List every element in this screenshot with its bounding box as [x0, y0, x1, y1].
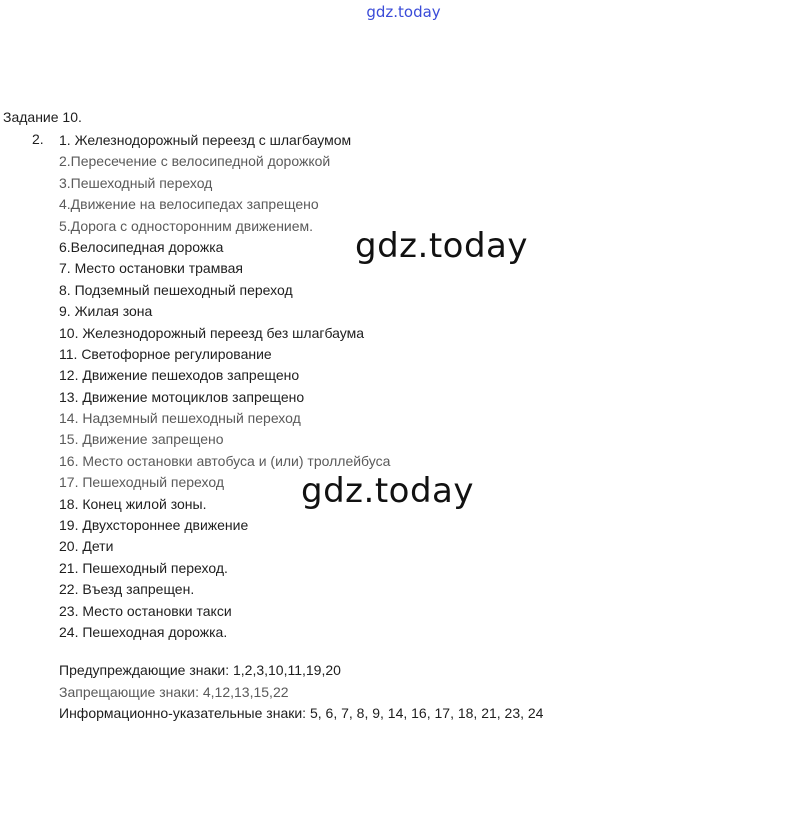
list-item: 7. Место остановки трамвая: [59, 260, 243, 277]
list-item: 19. Двухстороннее движение: [59, 517, 249, 534]
list-item: 1. Железнодорожный переезд с шлагбаумом: [59, 132, 352, 148]
list-item: 15. Движение запрещено: [59, 431, 224, 448]
list-item: 13. Движение мотоциклов запрещено: [59, 388, 305, 405]
list-item: 21. Пешеходный переход.: [59, 559, 228, 576]
list-item: 4.Движение на велосипедах запрещено: [59, 196, 319, 213]
watermark-middle: gdz.today: [355, 226, 528, 266]
watermark-top: gdz.today: [366, 3, 441, 21]
list-item: 9. Жилая зона: [59, 303, 153, 320]
list-item: 14. Надземный пешеходный переход: [59, 410, 301, 427]
list-item: 2.Пересечение с велосипедной дорожкой: [59, 153, 331, 170]
list-item: 23. Место остановки такси: [59, 602, 232, 619]
item-number: 2.: [32, 131, 44, 147]
list-item: 5.Дорога с односторонним движением.: [59, 217, 314, 234]
summary-prohibitory-signs: Запрещающие знаки: 4,12,13,15,22: [59, 683, 289, 700]
summary-warning-signs: Предупреждающие знаки: 1,2,3,10,11,19,20: [59, 662, 341, 678]
list-item: 10. Железнодорожный переезд без шлагбаума: [59, 324, 365, 341]
list-item: 20. Дети: [59, 538, 114, 555]
list-item: 3.Пешеходный переход: [59, 174, 213, 191]
list-item: 16. Место остановки автобуса и (или) троллейбуса: [59, 452, 391, 469]
sign-list: [59, 131, 390, 644]
watermark-lower: gdz.today: [301, 471, 474, 511]
summary-block: [59, 661, 543, 726]
list-item: 22. Въезд запрещен.: [59, 581, 195, 598]
list-item: 12. Движение пешеходов запрещено: [59, 367, 300, 384]
list-item: 11. Светофорное регулирование: [59, 345, 272, 362]
list-item: 24. Пешеходная дорожка.: [59, 623, 228, 640]
summary-informational-signs: Информационно-указательные знаки: 5, 6, 7, 8, 9, 14, 16, 17, 18, 21, 23, 24: [59, 705, 544, 721]
list-item: 18. Конец жилой зоны.: [59, 495, 207, 512]
list-item: 17. Пешеходный переход: [59, 474, 225, 491]
task-title: Задание 10.: [3, 109, 82, 125]
list-item: 6.Велосипедная дорожка: [59, 238, 224, 255]
list-item: 8. Подземный пешеходный переход: [59, 281, 293, 298]
